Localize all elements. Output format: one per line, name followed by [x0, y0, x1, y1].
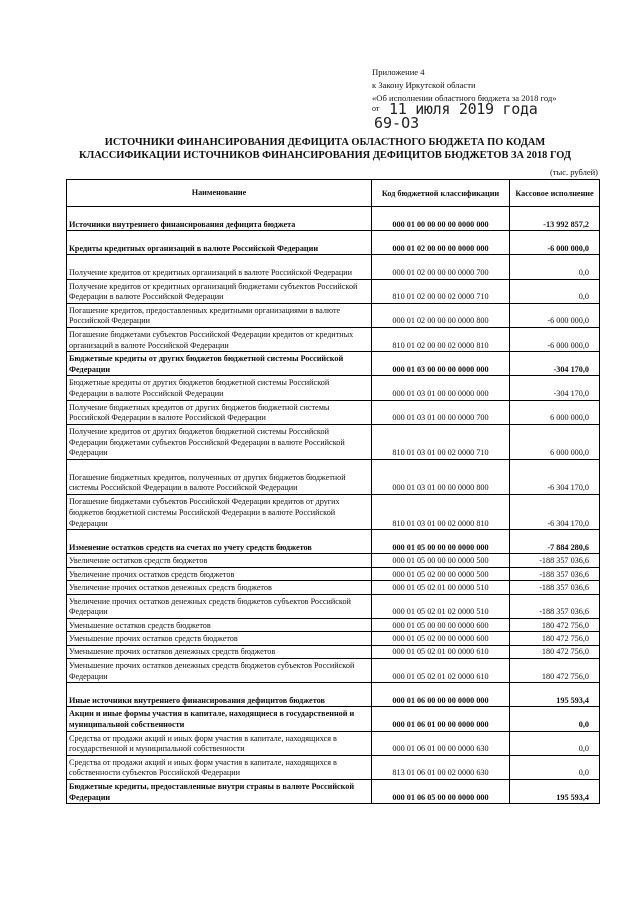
row-amount: 0,0	[510, 707, 600, 731]
row-amount: -6 304 170,0	[510, 495, 600, 530]
row-name: Получение кредитов от других бюджетов бюджетной системы Российской Федерации бюджетами субъектов Российской Федерации в валюте Российской Федерации	[67, 424, 372, 459]
table-row	[67, 554, 600, 567]
row-amount: -188 357 036,6	[510, 554, 600, 567]
row-name: Уменьшение остатков средств бюджетов	[67, 618, 372, 631]
row-name: Получение кредитов от кредитных организаций в валюте Российской Федерации	[67, 255, 372, 279]
handwritten-date: 11 июля 2019 года	[389, 100, 538, 118]
column-header-amount: Кассовое исполнение	[510, 180, 600, 207]
row-name: Источники внутреннего финансирования дефицита бюджета	[67, 207, 372, 231]
table-row	[67, 459, 600, 494]
row-amount: -6 304 170,0	[510, 459, 600, 494]
row-amount: -304 170,0	[510, 376, 600, 400]
row-code: 810 01 03 01 00 02 0000 710	[372, 424, 510, 459]
row-code: 000 01 05 02 01 02 0000 510	[372, 594, 510, 618]
row-amount: 180 472 756,0	[510, 645, 600, 658]
row-code: 000 01 05 00 00 00 0000 500	[372, 554, 510, 567]
column-header-name: Наименование	[67, 180, 372, 207]
row-code: 000 01 05 02 01 02 0000 610	[372, 658, 510, 682]
table-row	[67, 618, 600, 631]
table-row	[67, 632, 600, 645]
row-name: Погашение бюджетных кредитов, полученных от других бюджетов бюджетной системы Российской Федерации в валюте Российской Федерации	[67, 459, 372, 494]
table-row	[67, 255, 600, 279]
row-amount: 180 472 756,0	[510, 618, 600, 631]
row-code: 000 01 05 00 00 00 0000 000	[372, 530, 510, 554]
row-code: 000 01 02 00 00 00 0000 700	[372, 255, 510, 279]
row-code: 000 01 05 02 01 00 0000 510	[372, 581, 510, 594]
row-amount: 0,0	[510, 755, 600, 779]
table-row	[67, 658, 600, 682]
title-line-2: КЛАССИФИКАЦИИ ИСТОЧНИКОВ ФИНАНСИРОВАНИЯ ДЕФИЦИТОВ БЮДЖЕТОВ ЗА 2018 ГОД	[78, 150, 572, 161]
row-amount: 6 000 000,0	[510, 400, 600, 424]
table-row	[67, 755, 600, 779]
row-name: Уменьшение прочих остатков денежных средств бюджетов	[67, 645, 372, 658]
row-code: 000 01 05 02 00 00 0000 600	[372, 632, 510, 645]
row-code: 000 01 02 00 00 00 0000 800	[372, 303, 510, 327]
row-name: Увеличение остатков средств бюджетов	[67, 554, 372, 567]
table-row	[67, 530, 600, 554]
row-amount: -13 992 857,2	[510, 207, 600, 231]
financing-sources-table	[66, 179, 600, 804]
row-amount: 0,0	[510, 279, 600, 303]
row-code: 000 01 06 01 00 00 0000 000	[372, 707, 510, 731]
row-amount: 180 472 756,0	[510, 632, 600, 645]
row-amount: 0,0	[510, 255, 600, 279]
row-name: Погашение кредитов, предоставленных кредитными организациями в валюте Российской Федерации	[67, 303, 372, 327]
row-name: Бюджетные кредиты от других бюджетов бюджетной системы Российской Федерации	[67, 352, 372, 376]
row-name: Увеличение прочих остатков средств бюджетов	[67, 567, 372, 580]
row-amount: 0,0	[510, 731, 600, 755]
table-header-row	[67, 180, 600, 207]
row-code: 000 01 05 00 00 00 0000 600	[372, 618, 510, 631]
row-code: 000 01 06 05 00 00 0000 000	[372, 779, 510, 803]
table-row	[67, 567, 600, 580]
law-title: «Об исполнении областного бюджета за 2018 год»	[372, 93, 557, 103]
row-amount: 195 593,4	[510, 779, 600, 803]
row-code: 000 01 03 01 00 00 0000 700	[372, 400, 510, 424]
row-code: 000 01 02 00 00 00 0000 000	[372, 231, 510, 255]
row-name: Средства от продажи акций и иных форм участия в капитале, находящихся в собственности субъектов Российской Федерации	[67, 755, 372, 779]
row-code: 000 01 00 00 00 00 0000 000	[372, 207, 510, 231]
page-title	[60, 136, 590, 162]
row-amount: -188 357 036,6	[510, 581, 600, 594]
row-name: Бюджетные кредиты, предоставленные внутри страны в валюте Российской Федерации	[67, 779, 372, 803]
table-row	[67, 231, 600, 255]
appendix-label: Приложение 4	[372, 67, 425, 77]
table-row	[67, 424, 600, 459]
table-row	[67, 376, 600, 400]
row-code: 000 01 05 02 01 00 0000 610	[372, 645, 510, 658]
law-reference: к Закону Иркутской области	[372, 80, 476, 90]
column-header-code: Код бюджетной классификации	[372, 180, 510, 207]
row-name: Уменьшение прочих остатков денежных средств бюджетов субъектов Российской Федерации	[67, 658, 372, 682]
table-row	[67, 327, 600, 351]
row-name: Средства от продажи акций и иных форм участия в капитале, находящихся в государственной и муниципальной собственности	[67, 731, 372, 755]
table-row	[67, 279, 600, 303]
row-name: Увеличение прочих остатков денежных средств бюджетов субъектов Российской Федерации	[67, 594, 372, 618]
title-line-1: ИСТОЧНИКИ ФИНАНСИРОВАНИЯ ДЕФИЦИТА ОБЛАСТНОГО БЮДЖЕТА ПО КОДАМ	[104, 137, 546, 148]
row-name: Погашение бюджетами субъектов Российской Федерации кредитов от других бюджетов бюджетной системы Российской Федерации в валюте Российской Федерации	[67, 495, 372, 530]
row-name: Изменение остатков средств на счетах по учету средств бюджетов	[67, 530, 372, 554]
row-code: 000 01 06 01 00 00 0000 630	[372, 731, 510, 755]
table-row	[67, 400, 600, 424]
table-body	[67, 207, 600, 804]
row-amount: 180 472 756,0	[510, 658, 600, 682]
row-name: Акции и иные формы участия в капитале, находящиеся в государственной и муниципальной собственности	[67, 707, 372, 731]
row-amount: -6 000 000,0	[510, 303, 600, 327]
row-amount: -188 357 036,6	[510, 594, 600, 618]
table-row	[67, 303, 600, 327]
table-row	[67, 594, 600, 618]
row-code: 000 01 03 01 00 00 0000 800	[372, 459, 510, 494]
row-name: Получение кредитов от кредитных организаций бюджетами субъектов Российской Федерации в валюте Российской Федерации	[67, 279, 372, 303]
row-code: 000 01 05 02 00 00 0000 500	[372, 567, 510, 580]
handwritten-law-number: 69-ОЗ	[374, 114, 420, 132]
row-name: Кредиты кредитных организаций в валюте Российской Федерации	[67, 231, 372, 255]
row-name: Погашение бюджетами субъектов Российской Федерации кредитов от кредитных организаций в валюте Российской Федерации	[67, 327, 372, 351]
row-name: Получение бюджетных кредитов от других бюджетов бюджетной системы Российской Федерации в валюте Российской Федерации	[67, 400, 372, 424]
units-note: (тыс. рублей)	[549, 167, 598, 177]
row-amount: -6 000 000,0	[510, 231, 600, 255]
table-row	[67, 352, 600, 376]
row-code: 810 01 02 00 00 02 0000 710	[372, 279, 510, 303]
table-row	[67, 683, 600, 707]
row-amount: -304 170,0	[510, 352, 600, 376]
row-code: 000 01 06 00 00 00 0000 000	[372, 683, 510, 707]
table-row	[67, 495, 600, 530]
table-row	[67, 707, 600, 731]
row-name: Увеличение прочих остатков денежных средств бюджетов	[67, 581, 372, 594]
row-amount: -6 000 000,0	[510, 327, 600, 351]
table-row	[67, 731, 600, 755]
table-row	[67, 207, 600, 231]
row-code: 810 01 02 00 00 02 0000 810	[372, 327, 510, 351]
row-amount: 6 000 000,0	[510, 424, 600, 459]
row-code: 000 01 03 01 00 00 0000 000	[372, 376, 510, 400]
row-amount: -7 884 280,6	[510, 530, 600, 554]
row-code: 810 01 03 01 00 02 0000 810	[372, 495, 510, 530]
row-amount: -188 357 036,6	[510, 567, 600, 580]
table-row	[67, 779, 600, 803]
row-code: 000 01 03 00 00 00 0000 000	[372, 352, 510, 376]
row-name: Бюджетные кредиты от других бюджетов бюджетной системы Российской Федерации в валюте Российской Федерации	[67, 376, 372, 400]
row-name: Иные источники внутреннего финансирования дефицитов бюджетов	[67, 683, 372, 707]
row-name: Уменьшение прочих остатков средств бюджетов	[67, 632, 372, 645]
date-prefix: от	[372, 104, 380, 113]
row-amount: 195 593,4	[510, 683, 600, 707]
table-row	[67, 581, 600, 594]
row-code: 813 01 06 01 00 02 0000 630	[372, 755, 510, 779]
table-row	[67, 645, 600, 658]
